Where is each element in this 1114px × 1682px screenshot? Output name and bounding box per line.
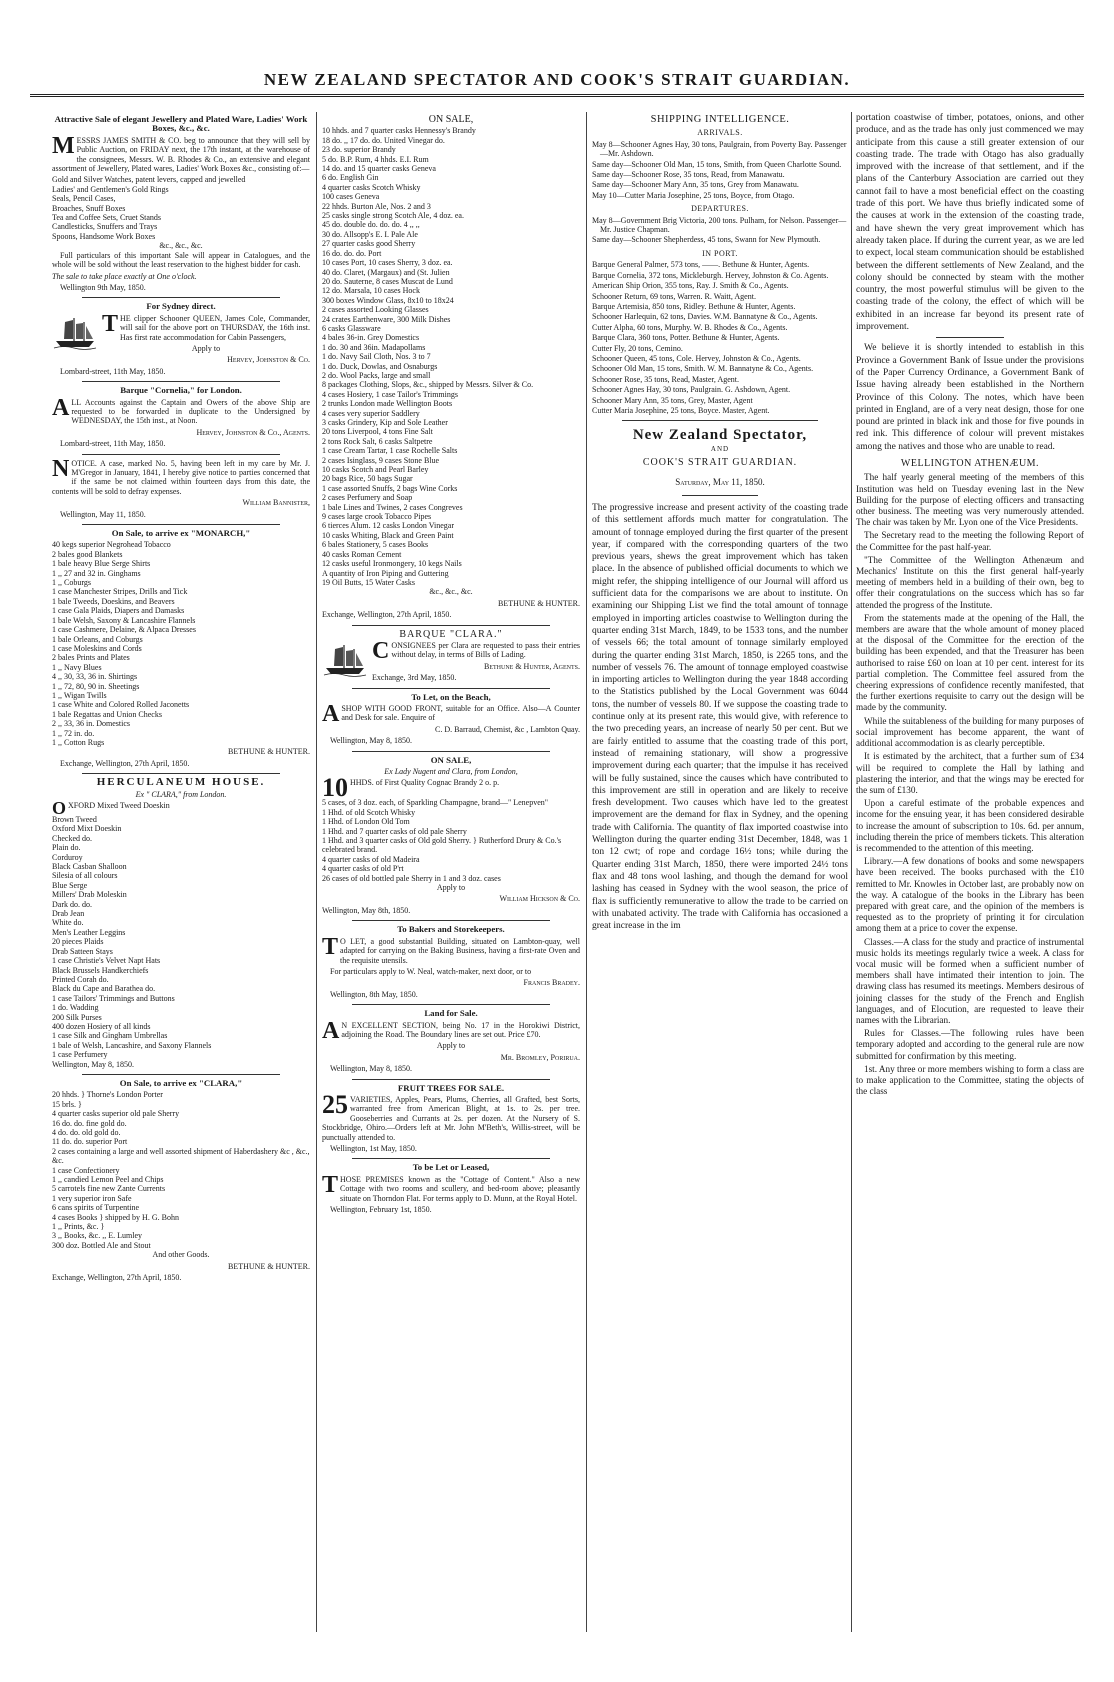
list-item: 4 quarter casks of old Madeira (322, 854, 420, 864)
separator (352, 688, 550, 689)
apply-to: Apply to (436, 883, 466, 893)
list-item: 5 carrotels fine new Zante Currents (52, 1184, 166, 1194)
clara-sale-list (52, 1090, 310, 1250)
signature: BETHUNE & HUNTER. (228, 747, 310, 757)
jewellery-list (52, 175, 310, 250)
separator (82, 1074, 280, 1075)
ad-date: Lombard-street, 11th May, 1850. (60, 366, 166, 376)
list-item: Plain do. (52, 843, 81, 853)
list-item: 2 bales good Blankets (52, 549, 123, 559)
athenaeum-paragraph: The Secretary read to the meeting the following Report of the Committee for the past half-year. (856, 530, 1084, 552)
list-item: 1 ,, 72, 80, 90 in. Sheetings (52, 681, 140, 691)
list-item: Barque Clara, 360 tons, Potter. Bethune & Hunter, Agents. (592, 333, 780, 343)
list-item: 4 quarter casks of old P'rt (322, 864, 404, 874)
list-item: 1 ,, Coburgs (52, 578, 91, 588)
list-item: 1 bale Welsh, Saxony & Lancashire Flannels (52, 615, 196, 625)
list-item: 2 cases containing a large and well assorted shipment of Haberdashery &c , &c., &c. (52, 1146, 310, 1166)
list-item: 15 brls. } (52, 1099, 82, 1109)
list-item: Silesia of all colours (52, 871, 118, 881)
list-item: 1 ,, 72 in. do. (52, 728, 95, 738)
separator (82, 773, 280, 774)
ad-date: Wellington, May 8, 1850. (330, 736, 413, 746)
list-item: 1 case Perfumery (52, 1050, 108, 1060)
ad-date: Wellington, 8th May, 1850. (330, 989, 418, 999)
list-item: Schooner Return, 69 tons, Warren. R. Waitt, Agent. (592, 291, 756, 301)
on-sale-list (322, 126, 580, 587)
cornelia-ad-body: LL Accounts against the Captain and Owers of the above Ship are requested to be forwarded in duplicate to the Undersigned by WEDNESDAY, the 15th inst., at Noon. (71, 397, 310, 426)
list-item: Same day—Schooner Mary Ann, 35 tons, Grey from Manawatu. (592, 180, 799, 190)
list-item: 40 casks Roman Cement (322, 549, 402, 559)
cornelia-ad-title: Barque "Cornelia," for London. (120, 385, 242, 396)
to-let-leased-body: HOSE PREMISES known as the "Cottage of Content." Also a new Cottage with two rooms and scullery, and bed-room above; pleasantly situate on Thorndon Flat. For terms apply to D. Munn, at the Royal Hotel. (340, 1174, 580, 1203)
separator (352, 920, 550, 921)
list-item: 1 bale heavy Blue Serge Shirts (52, 559, 151, 569)
jewellery-time: The sale to take place exactly at One o'clock. (52, 271, 197, 281)
list-item: Printed Corah do. (52, 974, 109, 984)
sydney-ad-title: For Sydney direct. (146, 301, 216, 312)
athenaeum-paragraph: Upon a careful estimate of the probable expences and income for the ensuing year, it has been considered desirable to increase the amount of subscription to 10s. 6d. per annum, including therein the price of members tickets. This alteration is recommended to the attention of this meeting. (856, 798, 1084, 853)
to-let-beach-body: SHOP WITH GOOD FRONT, suitable for an Office. Also—A Counter and Desk for sale. Enquire of (341, 703, 580, 723)
masthead: NEW ZEALAND SPECTATOR AND COOK'S STRAIT GUARDIAN. (263, 70, 851, 89)
list-item: May 8—Government Brig Victoria, 200 tons. Pulham, for Nelson. Passenger—Mr. Justice Chapman. (592, 215, 847, 235)
ad-date: Wellington, February 1st, 1850. (330, 1205, 432, 1215)
list-item: 1 ,, Wigan Twills (52, 690, 107, 700)
dropcap-t: T (102, 310, 119, 337)
list-item: 1 Hhd. of London Old Tom (322, 817, 410, 827)
signature: William Bannister, (242, 498, 310, 508)
paper-date: Saturday, May 11, 1850. (675, 476, 765, 487)
list-item: 1 case Tailors' Trimmings and Buttons (52, 993, 175, 1003)
arrivals-label: ARRIVALS. (697, 128, 743, 138)
ad-date: Exchange, Wellington, 27th April, 1850. (60, 758, 190, 768)
list-item: 10 hhds. and 7 quarter casks Hennessy's Brandy (322, 126, 476, 136)
ad-date: Lombard-street, 11th May, 1850. (60, 439, 166, 449)
list-item: 1 case Manchester Stripes, Drills and Tick (52, 587, 188, 597)
dropcap-a: A (322, 1017, 340, 1044)
dropcap-n: N (52, 455, 70, 482)
dropcap-a: A (322, 700, 340, 727)
list-item: 1 ,, Cotton Rugs (52, 737, 105, 747)
list-item: 1 case Moleskins and Cords (52, 643, 142, 653)
list-item: Schooner Agnes Hay, 30 tons, Paulgrain. G. Ashdown, Agent. (592, 385, 791, 395)
paper-subtitle: COOK'S STRAIT GUARDIAN. (642, 457, 798, 469)
list-item: 10 casks Whiting, Black and Green Paint (322, 530, 454, 540)
signature: BETHUNE & HUNTER. (498, 598, 580, 608)
column-divider (586, 112, 587, 1632)
ad-date: Exchange, Wellington, 27th April, 1850. (52, 1273, 182, 1283)
barque-clara-title: BARQUE "CLARA." (399, 628, 503, 640)
list-item: 20 tons Liverpool, 4 tons Fine Salt (322, 427, 433, 437)
list-item: Cutter Maria Josephine, 25 tons, Boyce. Master, Agent. (592, 405, 770, 415)
signature: William Hickson & Co. (499, 894, 580, 904)
list-item: 2 tons Rock Salt, 6 casks Saltpetre (322, 436, 433, 446)
list-item: Black Casban Shalloon (52, 862, 127, 872)
in-port-list (592, 260, 848, 415)
list-item: 4 ,, 30, 33, 36 in. Shirtings (52, 672, 138, 682)
bakers-title: To Bakers and Storekeepers. (397, 924, 505, 935)
list-item: Oxford Mixt Doeskin (52, 824, 122, 834)
athenaeum-paragraph: It is estimated by the architect, that a further sum of £34 will be required to complete the Hall by lathing and plastering the interior, and that the wings may be erected for the sum of £130. (856, 751, 1084, 795)
list-item: XFORD Mixed Tweed Doeskin (68, 801, 170, 810)
column-divider (851, 112, 852, 1632)
list-item: Brown Tweed (52, 815, 97, 824)
list-item: 9 cases large crook Tobacco Pipes (322, 512, 432, 522)
signature: Francis Bradey. (523, 978, 580, 988)
list-item: 6 cans spirits of Turpentine (52, 1203, 140, 1213)
list-item: Barque Cornelia, 372 tons, Mickleburgh. Hervey, Johnston & Co. Agents. (592, 270, 829, 280)
separator (352, 1158, 550, 1159)
list-item: 300 boxes Window Glass, 8x10 to 18x24 (322, 295, 454, 305)
list-item: Corduroy (52, 852, 83, 862)
list-item: 25 casks single strong Scotch Ale, 4 doz. ea. (322, 211, 464, 221)
separator (622, 420, 818, 421)
list-item: 22 hhds. Burton Ale, Nos. 2 and 3 (322, 201, 431, 211)
list-item: Broaches, Snuff Boxes (52, 203, 126, 213)
ad-date: Wellington, May 11, 1850. (60, 509, 146, 519)
list-item: Same day—Schooner Old Man, 15 tons, Smith, from Queen Charlotte Sound. (592, 159, 842, 169)
list-item: 4 bales 36-in. Grey Domestics (322, 333, 420, 343)
separator (352, 751, 550, 752)
masthead-rule (30, 94, 1084, 97)
on-sale-2-subtitle: Ex Lady Nugent and Clara, from London, (384, 767, 518, 776)
dropcap-t: T (322, 1171, 339, 1198)
departures-list (592, 216, 848, 245)
list-item: Drab Jean (52, 909, 85, 919)
list-item: Black Brussels Handkerchiefs (52, 965, 149, 975)
sydney-ad-body: HE clipper Schooner QUEEN, James Cole, Commander, will sail for the above port on THURSDAY, the 16th inst. Has first rate accommodation for Cabin Passengers, (120, 313, 310, 342)
list-item: 1 Hhd. and 3 quarter casks of Old gold Sherry. } Rutherford Drury & Co.'s celebrated brand. (322, 836, 562, 855)
list-item: 4 do. do. old gold do. (52, 1128, 121, 1137)
list-item: 1 Hhd. of old Scotch Whisky (322, 807, 416, 817)
notice-body: OTICE. A case, marked No. 5, having been left in my care by Mr. J. M'Gregor in January, 1841, I hereby give notice to parties concerned that if the same be not claimed within fourteen days from this date, the contents will be sold to defray expenses. (52, 458, 310, 496)
on-sale-2-list (322, 790, 580, 883)
list-item: Blue Serge (52, 880, 88, 890)
dropcap-o: O (52, 801, 67, 815)
list-item: 19 Oil Butts, 15 Water Casks (322, 577, 415, 587)
separator (352, 1004, 550, 1005)
athenaeum-paragraph: "The Committee of the Wellington Athenæum and Mechanics' Institute on this the first general half-yearly meeting of members held in a building of their own, beg to offer their congratulations on the success which has so far attended the progress of the Institute. (856, 554, 1084, 610)
column-4 (856, 112, 1084, 1642)
dropcap-m: M (52, 132, 75, 159)
dropcap-10: 10 (322, 773, 348, 803)
apply-to: Apply to (191, 343, 221, 353)
separator (352, 1079, 550, 1080)
column-2 (322, 112, 580, 1642)
list-item: 1 ,, Navy Blues (52, 662, 102, 672)
list-item: 3 casks Grindery, Kip and Sole Leather (322, 418, 448, 427)
list-item: 14 do. and 15 quarter casks Geneva (322, 164, 436, 174)
departures-label: DEPARTURES. (691, 204, 749, 214)
list-item: 1 do. Wadding (52, 1003, 99, 1013)
dropcap-c: C (372, 637, 390, 664)
list-item: 2 cases assorted Looking Glasses (322, 305, 429, 315)
arrivals-list (592, 140, 848, 200)
athenaeum-title: WELLINGTON ATHENÆUM. (900, 458, 1040, 470)
list-item: 1 case Cream Tartar, 1 case Rochelle Salts (322, 446, 458, 456)
list-item: 1 do. Navy Sail Cloth, Nos. 3 to 7 (322, 352, 431, 362)
list-item: 40 kegs superior Negrohead Tobacco (52, 540, 171, 550)
list-item: 1 bale Regattas and Union Checks (52, 709, 162, 719)
list-item: 2 trunks London made Wellington Boots (322, 399, 453, 409)
athenaeum-paragraph: The half yearly general meeting of the members of this Institution was held on Tuesday evening last in the New Building for the purpose of electing officers and transacting other business. The meeting was very numerously attended. The chair was taken by Mr. Lyon one of the Vice Presidents. (856, 472, 1084, 528)
editorial-text: portation coastwise of timber, potatoes, onions, and other produce, and as the trade has only just commenced we may anticipate from this cause a still greater extension of our coasting trade. The trade with Otago has also gradually improved with the increase of that settlement, and if the plans of the Canterbury Association are carried out they cannot fail to have a most beneficial effect on the coasting trade of this port. We have thus briefly indicated some of the causes at work in the extension of the coasting trade, and have shewn the very great improvement which has already taken place. If during the current year, as we are led to expect, local steam communication should be established between the different settlements of New Zealand, and the colony should be connected by steam with the mother country, the most powerful stimulus will be given to the coasting trade of the colony, the effect of which will be exhibited in an increase far beyond its present rate of improvement. (856, 113, 1084, 333)
jewellery-ad-title: Attractive Sale of elegant Jewellery and Plated Ware, Ladies' Work Boxes, &c., &c. (54, 114, 308, 134)
list-item: Schooner Harlequin, 62 tons, Davies. W.M. Bannatyne & Co., Agents. (592, 312, 818, 322)
list-item: 5 do. B.P. Rum, 4 hhds. E.I. Rum (322, 154, 429, 164)
separator (936, 337, 1004, 338)
list-item: 1 case White and Colored Rolled Jaconetts (52, 700, 190, 710)
athenaeum-paragraph: Library.—A few donations of books and some newspapers have been received. The books purchased with the £10 remitted to Mr. Knowles in October last, are probably now on the way. A catalogue of the books in the Library has been prepared with great care, and the opinion of the members is requested as to the propriety of printing it for circulation among them at a price to cover the expense. (856, 856, 1084, 934)
list-item: Men's Leather Leggins (52, 927, 126, 937)
list-item: 1 bale Orleans, and Coburgs (52, 634, 143, 644)
list-item: 18 do. ,, 17 do. do. United Vinegar do. (322, 135, 445, 145)
ad-date: Exchange, Wellington, 27th April, 1850. (322, 610, 452, 620)
list-item: May 10—Cutter Maria Josephine, 25 tons, Boyce, from Otago. (592, 190, 795, 200)
list-item: Millers' Drab Moleskin (52, 890, 127, 900)
list-item: Drab Satteen Stays (52, 946, 113, 956)
list-item: 100 cases Geneva (322, 192, 380, 202)
list-item: 1 case assorted Snuffs, 2 bags Wine Corks (322, 483, 458, 493)
list-item: Schooner Old Man, 15 tons, Smith. W. M. Bannatyne & Co., Agents. (592, 364, 814, 374)
list-item: Black du Cape and Barathea do. (52, 984, 156, 994)
separator (682, 495, 758, 496)
list-item: 400 dozen Hosiery of all kinds (52, 1021, 151, 1031)
list-item: 1 case Gala Plaids, Diapers and Damasks (52, 606, 185, 616)
bakers-body-2: For particulars apply to W. Neal, watch-maker, next door, or to (330, 966, 532, 976)
list-item: 4 quarter casks superior old pale Sherry (52, 1109, 180, 1119)
ad-date: Wellington, May 8, 1850. (52, 1059, 135, 1069)
list-item: 20 hhds. } Thorne's London Porter (52, 1090, 163, 1100)
list-item: Seals, Pencil Cases, (52, 194, 116, 204)
jewellery-note: Full particulars of this important Sale will appear in Catalogues, and the whole will be sold without the least reservation to the highest bidder for cash. (52, 250, 310, 270)
list-item: 8 packages Clothing, Slops, &c., shipped by Messrs. Silver & Co. (322, 380, 534, 390)
list-item: 24 crates Earthenware, 300 Milk Dishes (322, 314, 451, 324)
list-item: Dark do. do. (52, 899, 92, 909)
list-item: 27 quarter casks good Sherry (322, 239, 416, 249)
monarch-list (52, 540, 310, 747)
editorial-text: The progressive increase and present activity of the coasting trade of this settlement affords much matter for congratulation. The amount of tonnage employed during the first quarter of the present year, if compared with the corresponding quarters of the two previous years, shews the great improvement which has taken place. In the absence of published official documents to which we might refer, the shipping intelligence of our Journal will afford us sufficient data for the comparisons we are about to institute. On examining our Shipping List we find the total amount of tonnage employed in importing articles coastwise to Wellington during the quarter ending 31st March, 1849, to be 1533 tons, and the number of vessels 66; the total amount of tonnage similarly employed during the quarter ending 31st March, 1850, is 2265 tons, and the number of vessels 76. The amount of tonnage employed coastwise in importing articles to Wellington during the year 1848 according to the Statistics published by the Local Government was 6044 tons, the number of vessels 80. If we suppose the coasting trade to continue only at its present rate, this would give, with reference to the two preceding years, an increase of nearly 50 per cent. But we are fairly entitled to assume that the coasting trade of this port, instead of remaining stationary, will show a progressive improvement during each quarter; that the impulse it has received will be fully sustained, since the causes which have contributed to this improvement are still in operation and are likely to receive fresh development. Two causes which have led to the greatest improvement are the demand for flax in Sydney, and the opening trade with California. The quantity of flax imported coastwise into Wellington during the quarter ending 31st December, 1848, was 1 ton 12 cwt; of rope and cordage 16½ tons; while during the Quarter ending 31st March, 1850, there were imported 24½ tons flax and 48 tons wool lashing, and though the demand for wool lashing has ceased in Sydney with the wool season, the price of flax is sufficiently remunerative to allow the trade to be carried on with unabated activity. The trade with California has occasioned a great increase in the im (592, 503, 848, 932)
list-item: 10 cases Port, 10 cases Sherry, 3 doz. ea. (322, 258, 453, 268)
list-item: 2 cases Isinglass, 9 cases Stone Blue (322, 455, 440, 465)
list-item: Schooner Mary Ann, 35 tons, Grey, Master, Agent (592, 395, 753, 405)
dropcap-25: 25 (322, 1089, 348, 1119)
separator (82, 454, 280, 455)
agent: Hervey, Johnston & Co. (227, 355, 310, 365)
bank-paragraph: We believe it is shortly intended to establish in this Province a Government Bank of Issue under the provisions of the Paper Currency Ordinance, a Government Bank of Issue having already been established in the Northern Province of this Colony. The notes, which have been printed in England, are of a very neat design, those for one pound are printed in black ink and those for five pounds in red ink. This difference of colour will prevent mistakes among the natives and those who are unable to read. (856, 343, 1084, 452)
list-item: 1 do. 30 and 36in. Madapollams (322, 342, 426, 352)
on-sale-2-body: HHDS. of First Quality Cognac Brandy 2 o. p. (350, 778, 500, 788)
jewellery-date: Wellington 9th May, 1850. (60, 282, 146, 292)
ship-icon (322, 642, 368, 678)
ad-date: Wellington, May 8, 1850. (330, 1064, 413, 1074)
apply-to: Apply to (436, 1041, 466, 1051)
list-item: 4 cases Hosiery, 1 case Tailor's Trimmings (322, 389, 458, 399)
herculaneum-list (52, 801, 310, 1060)
list-item: 20 do. Sauterne, 8 cases Muscat de Lund (322, 276, 453, 286)
shipping-title: SHIPPING INTELLIGENCE. (650, 114, 790, 125)
dropcap-a: A (52, 394, 70, 421)
list-item: 1 bale Lines and Twines, 2 cases Congreves (322, 502, 463, 512)
list-item: 2 do. Wool Packs, large and small (322, 370, 431, 380)
list-item: A quantity of Iron Piping and Guttering (322, 568, 449, 578)
paper-title: New Zealand Spectator, (632, 427, 808, 444)
list-item: 1 case Confectionery (52, 1165, 120, 1175)
athenaeum-paragraph: Classes.—A class for the study and practice of instrumental music holds its meetings regularly twice a week. A class for vocal music will be formed when a sufficient number of members shall have intimated their intention to join. The drawing class has resumed its meetings. Members desirous of joining classes for the study of the French and English languages, and of Elocution, are requested to leave their names with the Librarian. (856, 936, 1084, 1025)
list-item: 6 casks Glassware (322, 323, 381, 333)
on-sale-2-title: ON SALE, (430, 754, 472, 765)
etc: &c., &c., &c. (429, 587, 473, 597)
athenaeum-paragraph: 1st. Any three or more members wishing to form a class are to make application to the Committee, stating the objects of the class (856, 1063, 1084, 1097)
barque-clara-body: ONSIGNEES per Clara are requested to pass their entries without delay, in terms of Bills of Lading. (391, 640, 580, 660)
list-item: 3 ,, Books, &c. ,, E. Lumley (52, 1231, 142, 1241)
athenaeum-paragraph: While the suitableness of the building for many purposes of social improvement has become apparent, the want of additional accommodation is as clearly perceptible. (856, 715, 1084, 749)
ad-date: Wellington, 1st May, 1850. (330, 1144, 417, 1153)
column-1 (52, 112, 310, 1642)
to-let-beach-title: To Let, on the Beach, (411, 691, 491, 702)
list-item: Cutter Fly, 20 tons, Cemino. (592, 343, 683, 353)
list-item: 12 casks useful Ironmongery, 10 kegs Nails (322, 559, 462, 569)
on-sale-title: ON SALE, (428, 114, 474, 125)
column-divider (316, 112, 317, 1632)
list-item: 1 bale of Welsh, Lancashire, and Saxony Flannels (52, 1040, 212, 1050)
separator (82, 381, 280, 382)
herculaneum-subtitle: Ex " CLARA," from London. (135, 789, 227, 799)
list-item: 1 ,, 27 and 32 in. Ginghams (52, 568, 141, 578)
signature: C. D. Barraud, Chemist, &c , Lambton Quay. (434, 724, 580, 734)
list-item: 6 do. English Gin (322, 173, 379, 183)
list-item: 200 Silk Purses (52, 1012, 102, 1022)
list-item: Same day—Schooner Rose, 35 tons, Read, from Manawatu. (592, 170, 785, 180)
dropcap-t: T (322, 933, 339, 960)
list-item: 20 pieces Plaids (52, 937, 104, 947)
list-item: 1 Hhd. and 7 quarter casks of old pale Sherry (322, 826, 467, 836)
list-item: Candlesticks, Snuffers and Trays (52, 222, 158, 232)
list-item: 1 do. Duck, Dowlas, and Osnaburgs (322, 361, 438, 371)
list-item: &c., &c., &c. (159, 241, 203, 251)
list-item: 5 cases, of 3 doz. each, of Sparkling Champagne, brand—" Lenepven" (322, 798, 549, 808)
list-item: 1 case Christie's Velvet Napt Hats (52, 956, 161, 966)
list-item: 1 ,, Prints, &c. } (52, 1222, 105, 1232)
signature: Mr. Bromley, Porirua. (500, 1052, 580, 1062)
list-item: Schooner Queen, 45 tons, Cole. Hervey, Johnston & Co., Agents. (592, 353, 801, 363)
list-item: Tea and Coffee Sets, Cruet Stands (52, 213, 162, 223)
list-item: 1 ,, candied Lemon Peel and Chips (52, 1175, 164, 1185)
and-label: AND (710, 444, 730, 453)
list-item: 40 do. Claret, (Margaux) and (St. Julien (322, 267, 450, 277)
list-item: Cutter Alpha, 60 tons, Murphy. W. B. Rhodes & Co., Agents. (592, 322, 788, 332)
list-item: 1 very superior iron Safe (52, 1193, 132, 1203)
list-item: May 8—Schooner Agnes Hay, 30 tons, Paulgrain, from Poverty Bay. Passenger—Mr. Ashdown. (592, 139, 847, 159)
list-item: 2 bales Prints and Plates (52, 653, 130, 663)
list-item: Spoons, Handsome Work Boxes (52, 231, 156, 241)
list-item: White do. (52, 918, 84, 928)
list-item: 1 case Silk and Gingham Umbrellas (52, 1031, 168, 1041)
land-sale-title: Land for Sale. (424, 1008, 478, 1019)
list-item: 10 casks Scotch and Pearl Barley (322, 465, 429, 475)
list-item: 4 cases Books } shipped by H. G. Bohn (52, 1212, 179, 1222)
to-let-leased-title: To be Let or Leased, (412, 1162, 490, 1173)
bakers-body: O LET, a good substantial Building, situated on Lambton-quay, well adapted for carrying on the Baking Business, having a first-rate Oven and the requisite utensils. (340, 936, 580, 965)
athenaeum-paragraph: From the statements made at the opening of the Hall, the members are aware that the whole amount of money placed at the disposal of the Committee for the erection of the building has been expended, and that the Treasurer has been authorised to raise £60 on loan at 10 per cent. interest for its partial completion. The Committee feel assured from the cheering expressions of confidence recently manifested, that the further exertions requisite to carry out the design will be made by the community. (856, 612, 1084, 713)
list-item: 16 do. do. fine gold do. (52, 1118, 127, 1128)
list-item: 1 bale Tweeds, Doeskins, and Beavers (52, 596, 175, 606)
list-item: 6 tierces Alum. 12 casks London Vinegar (322, 521, 455, 531)
monarch-ad-title: On Sale, to arrive ex "MONARCH," (111, 528, 251, 539)
clara-sale-title: On Sale, to arrive ex "CLARA," (119, 1077, 243, 1088)
agent: Bethune & Hunter, Agents. (484, 661, 580, 671)
agent: Hervey, Johnston & Co., Agents. (196, 427, 310, 437)
list-item: 4 cases very superior Saddlery (322, 408, 420, 418)
ad-date: Exchange, 3rd May, 1850. (372, 673, 457, 683)
list-item: 4 quarter casks Scotch Whisky (322, 182, 421, 192)
list-item: 23 do. superior Brandy (322, 145, 396, 155)
herculaneum-title: HERCULANEUM HOUSE. (96, 776, 266, 789)
list-item: 2 ,, 33, 36 in. Domestics (52, 719, 130, 729)
fruit-trees-body: VARIETIES, Apples, Pears, Plums, Cherries, all Grafted, best Sorts, warranted free from American Blight, at 1s. to 2s. per tree. Gooseberries and Currants at 2s. per dozen. At the Nursery of S. Stockbridge, Ohiro.—Orders left at Mr. John M'Beth's, Willis-street, will be punctually attended to. (322, 1094, 580, 1142)
list-item: 2 cases Perfumery and Soap (322, 493, 413, 503)
list-item: American Ship Orion, 355 tons, Ray. J. Smith & Co., Agents. (592, 281, 789, 291)
athenaeum-paragraph: Rules for Classes.—The following rules have been temporary adopted and according to the general rule are now submitted for confirmation by this meeting. (856, 1028, 1084, 1061)
separator (352, 625, 550, 626)
list-item: Checked do. (52, 833, 92, 843)
list-item: Gold and Silver Watches, patent levers, capped and jewelled (52, 175, 246, 185)
list-item: 12 do. Marsala, 10 cases Hock (322, 286, 420, 296)
list-item: Barque General Palmer, 573 tons, ——. Bethune & Hunter, Agents. (592, 260, 810, 270)
list-item: Schooner Rose, 35 tons, Read, Master, Agent. (592, 374, 739, 384)
separator (82, 297, 280, 298)
list-item: 20 bags Rice, 50 bags Sugar (322, 474, 413, 484)
list-item: Barque Artemisia, 850 tons, Ridley. Bethune & Hunter, Agents. (592, 301, 796, 311)
list-item: 45 do. double do. do. do. 4 ,, ,, (322, 220, 420, 230)
jewellery-ad-body: ESSRS JAMES SMITH & CO. beg to announce that they will sell by Public Auction, on FRIDAY next, the 17th instant, at the warehouse of the consignees, Messrs. W. B. Rhodes & Co., an extensive and elegant assortment of Jewellery, Plated wares, Ladies' Work Boxes &c., consisting of:— (52, 135, 310, 174)
list-item: Same day—Schooner Shepherdess, 45 tons, Swann for New Plymouth. (592, 235, 821, 245)
in-port-label: IN PORT. (702, 248, 738, 258)
column-3 (592, 112, 848, 1642)
list-item: 300 doz. Bottled Ale and Stout (52, 1240, 151, 1250)
list-item: 26 cases of old bottled pale Sherry in 1 and 3 doz. cases (322, 873, 501, 883)
land-sale-body: N EXCELLENT SECTION, being No. 17 in the Horokiwi District, adjoining the Road. The Boundary lines are set out. Price £70. (341, 1020, 580, 1039)
ship-icon (52, 315, 98, 351)
separator (82, 524, 280, 525)
list-item: 16 do. do. do. Port (322, 248, 382, 258)
signature: BETHUNE & HUNTER. (228, 1261, 310, 1271)
fruit-trees-title: FRUIT TREES FOR SALE. (397, 1082, 505, 1093)
list-item: 30 do. Allsopp's E. I. Pale Ale (322, 229, 418, 239)
list-item: 1 case Cashmere, Delaine, & Alpaca Dresses (52, 625, 196, 635)
list-item: 6 bales Stationery, 5 cases Books (322, 540, 429, 550)
list-item: 11 do. do. superior Port (52, 1137, 128, 1147)
other-goods: And other Goods. (152, 1250, 210, 1260)
ad-date: Wellington, May 8th, 1850. (322, 905, 411, 915)
list-item: Ladies' and Gentlemen's Gold Rings (52, 184, 169, 194)
